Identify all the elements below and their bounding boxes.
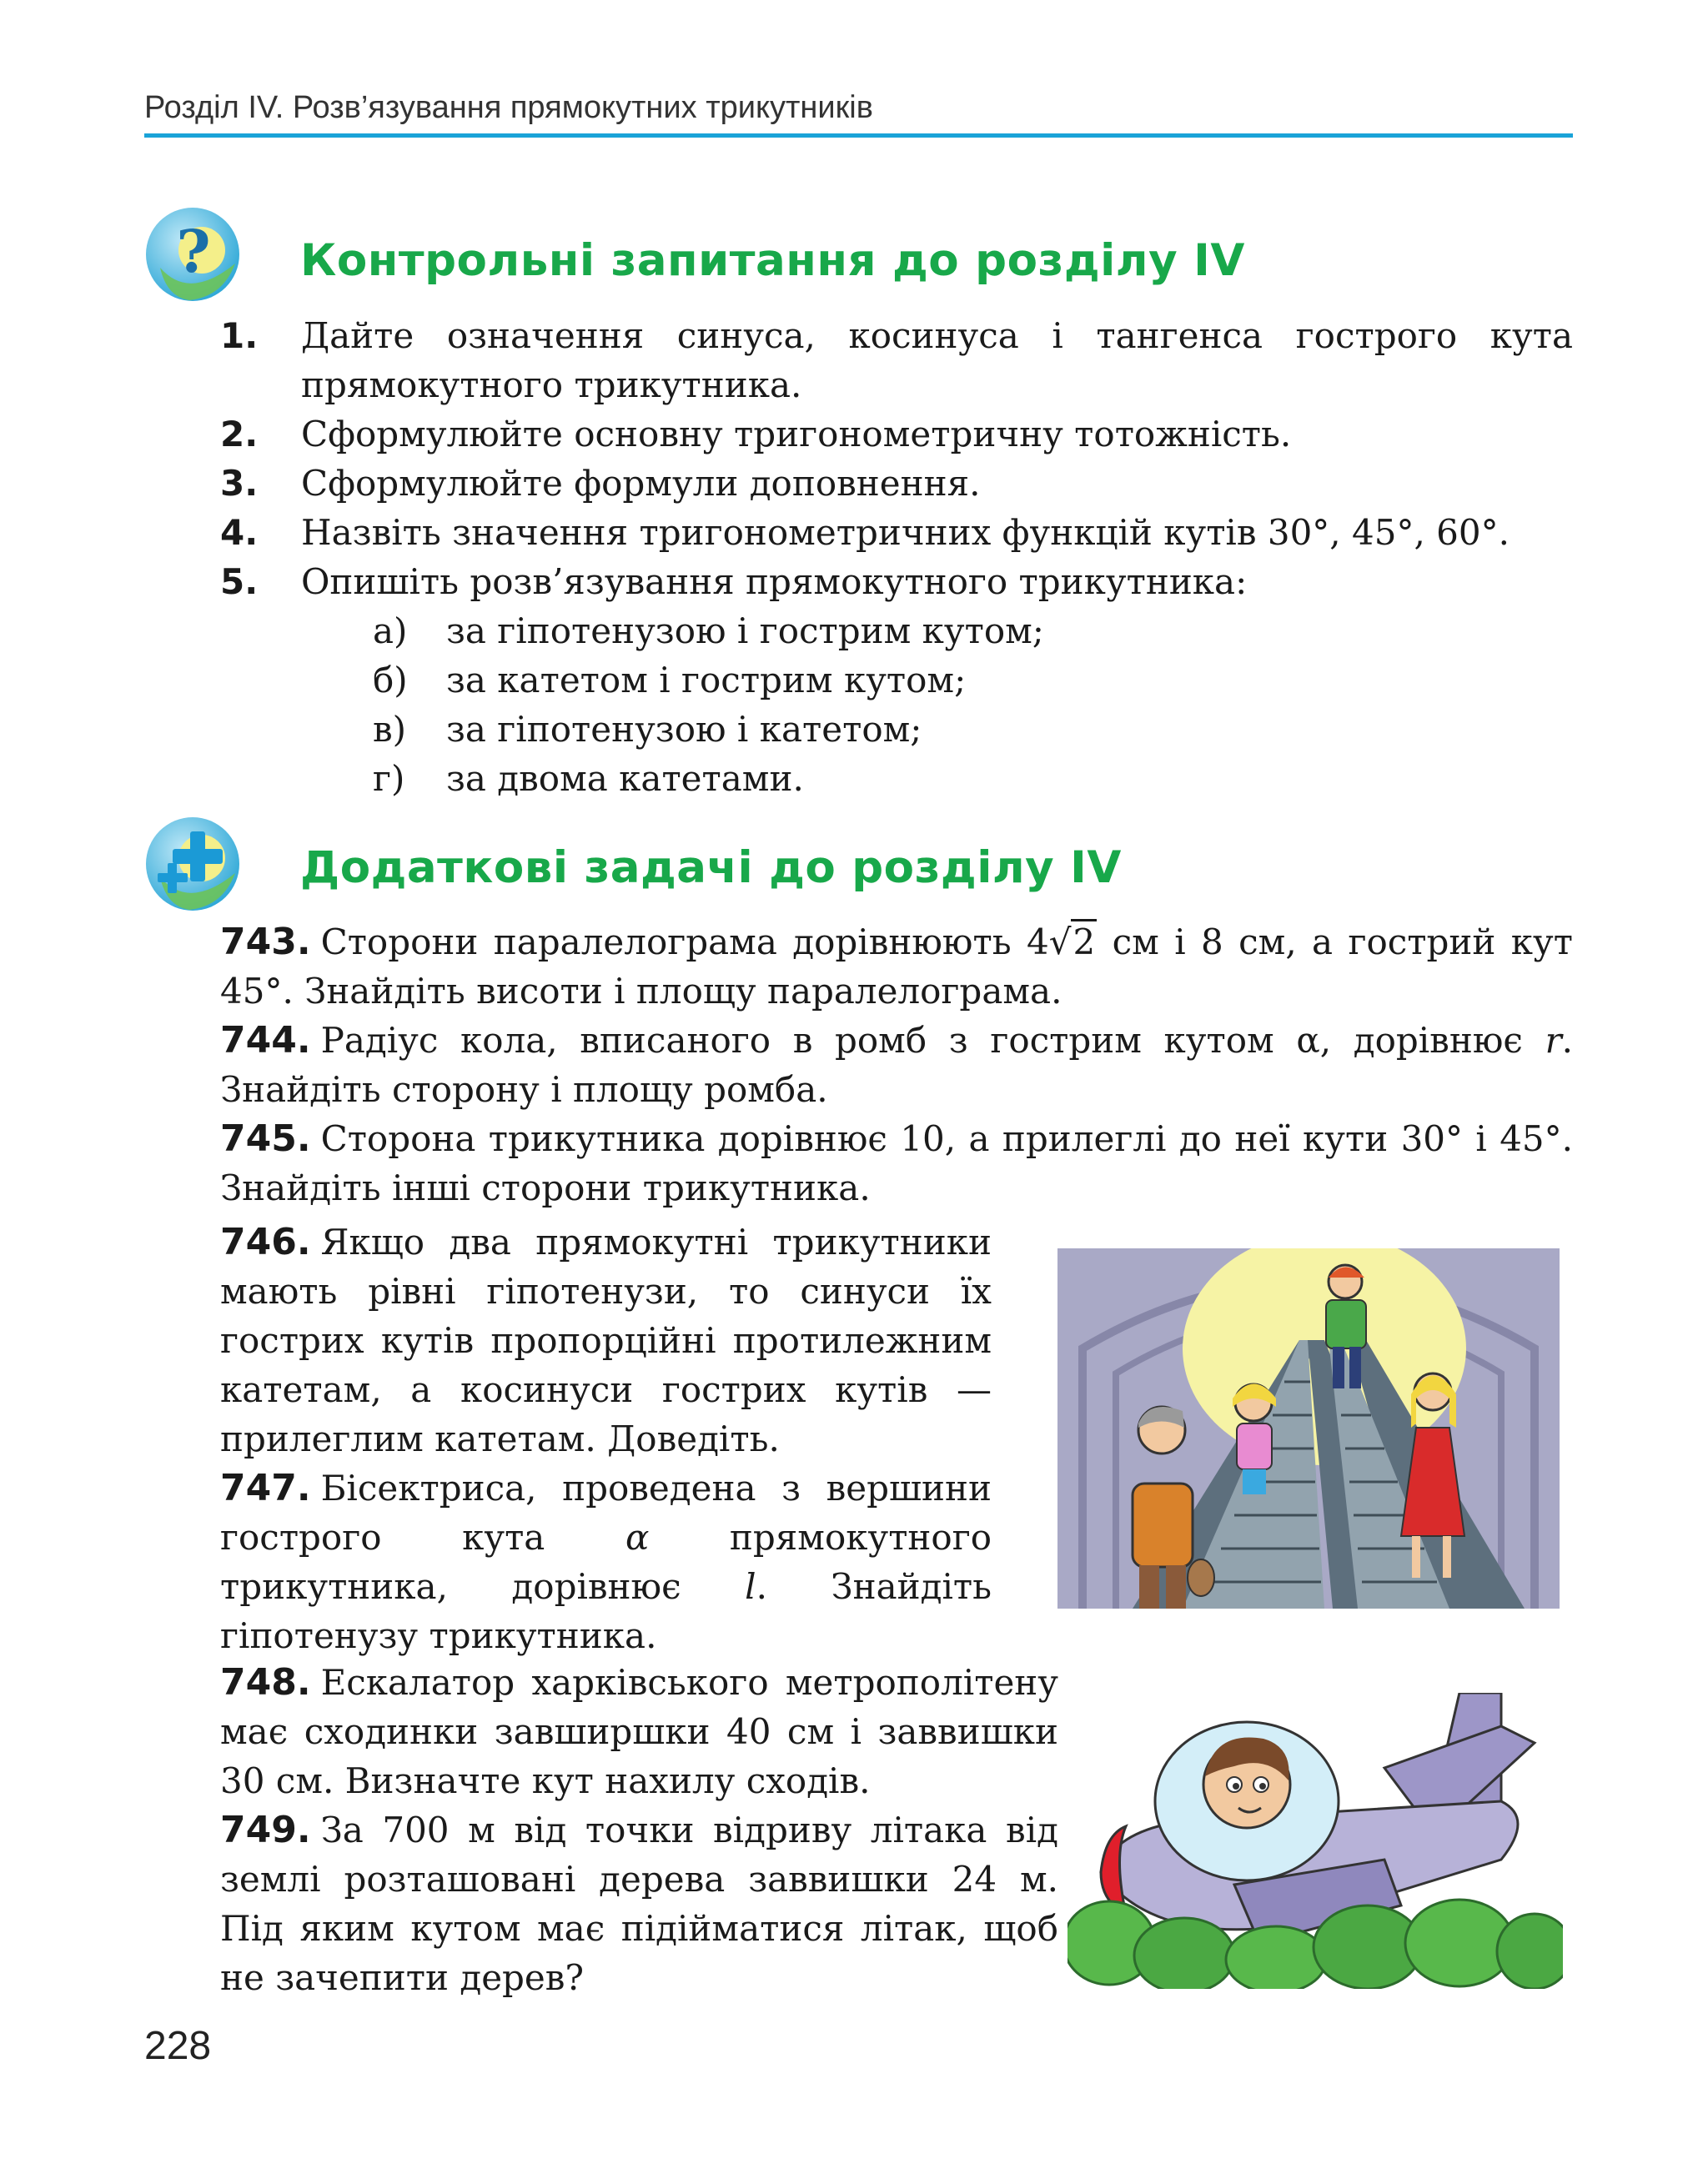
task-number: 743. [220, 921, 311, 963]
task-number: 748. [220, 1661, 311, 1704]
sub-item-letter: г) [373, 758, 405, 799]
question-mark-icon [143, 205, 242, 304]
sub-item [373, 606, 1573, 655]
task-744 [220, 1016, 1573, 1114]
tasks-full-width [220, 917, 1573, 1213]
question-text: Дайте означення синуса, косинуса і тангенса гострого кута прямокутного трикутника. [301, 315, 1573, 405]
question-item [220, 311, 1573, 409]
task-text: За 700 м від точки відриву літака від землі розташовані дерева заввишки 24 м. Під яким кутом має підійматися літак, щоб не зачепити дерев? [220, 1810, 1058, 1998]
running-head: Розділ IV. Розв’язування прямокутних трикутників [144, 90, 873, 125]
question-number: 3. [220, 463, 259, 504]
question-text: Сформулюйте формули доповнення. [301, 463, 981, 504]
task-text: Сторони паралелограма дорівнюють [320, 921, 1027, 962]
task-text: Радіус кола, вписаного в ромб з гострим кутом α, дорівнює [320, 1020, 1545, 1061]
sub-item-letter: б) [373, 660, 408, 700]
question-number: 5. [220, 561, 259, 602]
question-number: 4. [220, 512, 259, 553]
variable-r: r [1545, 1020, 1562, 1061]
question-sub-list [373, 606, 1573, 803]
sub-item-letter: а) [373, 610, 408, 651]
variable-l: l [745, 1566, 756, 1607]
task-text: . Знайдіть гіпотенузу трикутника. [220, 1566, 992, 1656]
task-number: 744. [220, 1019, 311, 1062]
task-number: 747. [220, 1467, 311, 1509]
airplane-illustration [1068, 1693, 1563, 1989]
tasks-narrow-upper [220, 1218, 992, 1660]
tasks-narrow-lower [220, 1658, 1058, 2002]
task-748 [220, 1658, 1058, 1805]
task-745 [220, 1114, 1573, 1213]
task-text: прямокутного трикутника, дорівнює [220, 1517, 992, 1607]
task-text: Якщо два прямокутні трикутники мають рівні гіпотенузи, то синуси їх гострих кутів пропорційні протилежним катетам, а косинуси гострих кутів — прилеглим катетам. Доведіть. [220, 1222, 992, 1459]
question-item [220, 508, 1573, 557]
question-item [220, 459, 1573, 508]
sub-item-text: за катетом і гострим кутом; [446, 660, 967, 700]
question-item [220, 557, 1573, 606]
sub-item-text: за двома катетами. [446, 758, 804, 799]
question-item [220, 409, 1573, 459]
question-text: Опишіть розв’язування прямокутного трикутника: [301, 561, 1248, 602]
task-text: . Знайдіть сторону і площу ромба. [220, 1020, 1573, 1110]
control-questions-title: Контрольні запитання до розділу IV [300, 235, 1245, 286]
question-text: Назвіть значення тригонометричних функцій кутів 30°, 45°, 60°. [301, 512, 1510, 553]
sub-item [373, 754, 1573, 803]
task-number: 745. [220, 1117, 311, 1160]
task-text: Бісектриса, проведена з вершини гострого кута [220, 1468, 992, 1558]
sqrt-radicand: 2 [1071, 919, 1097, 962]
page-number: 228 [144, 2024, 212, 2068]
sqrt-coefficient: 4 [1026, 921, 1049, 962]
sub-item-text: за гіпотенузою і катетом; [446, 709, 922, 750]
task-746 [220, 1218, 992, 1464]
svg-text:?: ? [176, 217, 211, 286]
task-749 [220, 1805, 1058, 2002]
task-number: 749. [220, 1809, 311, 1851]
question-number: 1. [220, 315, 259, 356]
sub-item-letter: в) [373, 709, 407, 750]
task-text: Сторона трикутника дорівнює 10, а прилеглі до неї кути 30° і 45°. Знайдіть інші сторони трикутника. [220, 1118, 1573, 1208]
task-number: 746. [220, 1221, 311, 1263]
additional-tasks-title: Додаткові задачі до розділу IV [300, 842, 1122, 893]
sub-item [373, 705, 1573, 754]
sqrt-expression [1027, 917, 1097, 967]
sqrt-sign: √ [1048, 921, 1072, 962]
control-questions-list [220, 311, 1573, 803]
sub-item-text: за гіпотенузою і гострим кутом; [446, 610, 1044, 651]
header-rule [144, 133, 1573, 138]
task-743 [220, 917, 1573, 1016]
question-text: Сформулюйте основну тригонометричну тотожність. [301, 414, 1292, 454]
plus-signs-icon [143, 815, 242, 913]
task-text: Ескалатор харківського метрополітену має сходинки завширшки 40 см і заввишки 30 см. Визначте кут нахилу сходів. [220, 1662, 1058, 1801]
task-747 [220, 1464, 992, 1660]
sub-item [373, 655, 1573, 705]
escalator-illustration [1057, 1248, 1560, 1609]
task-text: см і 8 см, а гострий кут 45°. Знайдіть висоти і площу паралелограма. [220, 921, 1573, 1012]
question-number: 2. [220, 414, 259, 454]
variable-alpha: α [625, 1517, 650, 1558]
